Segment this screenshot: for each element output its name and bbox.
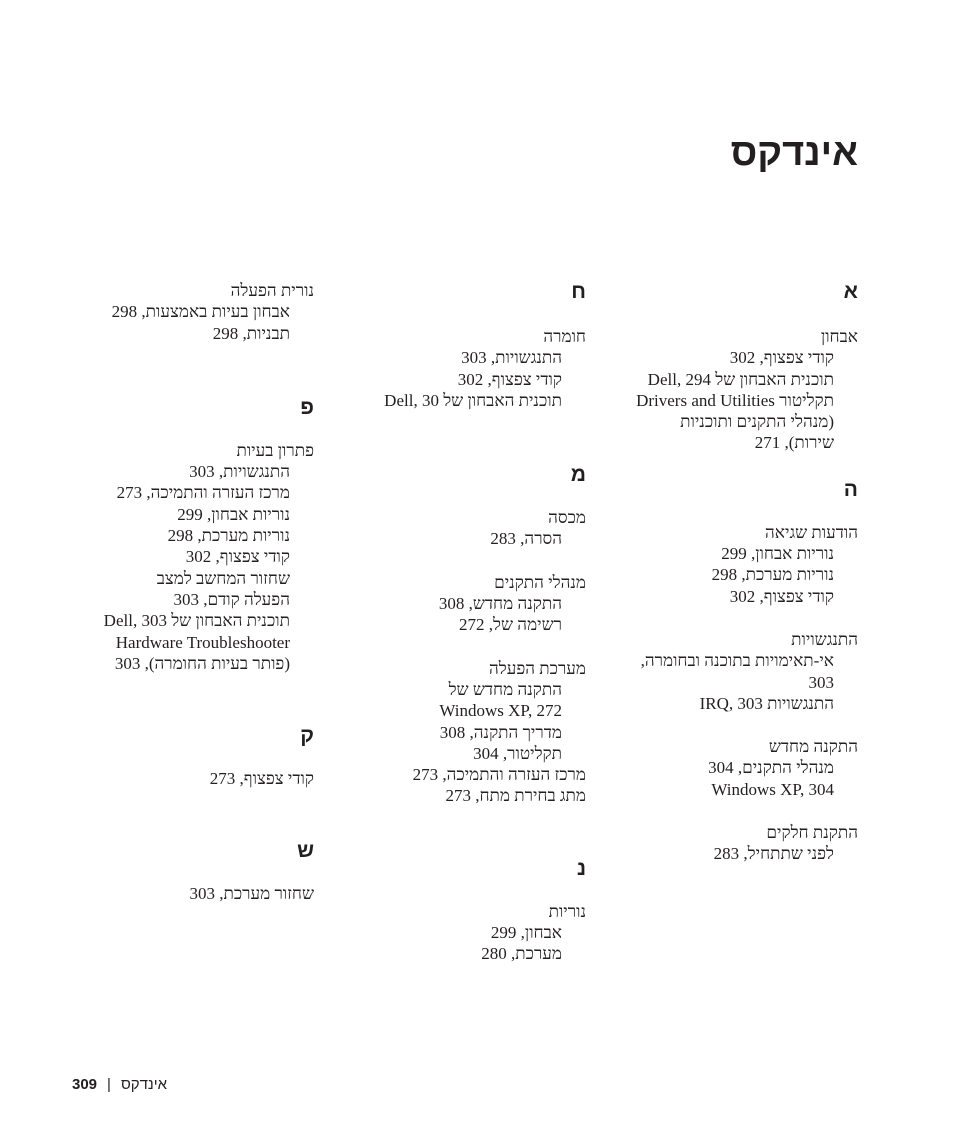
index-term: התקנה מחדש [768,737,858,757]
index-subentry: קודי צפצוף, 302 [729,586,834,606]
index-term: קודי צפצוף, 273 [209,769,314,789]
index-section-letter: נ [576,856,586,880]
index-term: שחזור מערכת, 303 [189,884,314,904]
index-section-letter: א [843,280,858,303]
index-subentry: אבחון בעיות באמצעות, 298 [111,302,290,322]
footer-separator: | [107,1076,111,1093]
index-subentry: אבחון, 299 [490,923,562,943]
index-subentry: נוריות מערכת, 298 [711,565,834,585]
index-subentry: Hardware Troubleshooter [115,632,290,652]
index-term: נורית הפעלה [230,281,314,300]
index-subentry: מרכז העזרה והתמיכה, 273 [116,483,290,503]
index-subentry: (פותר בעיות החומרה), 303 [114,653,290,673]
index-subentry: מערכת, 280 [481,944,562,964]
index-subentry: קודי צפצוף, 302 [457,369,562,389]
spacer [588,304,858,326]
index-term: הודעות שגיאה [765,522,858,542]
index-term: אבחון [820,327,858,346]
index-subentry: תוכנית האבחון של Dell, 294 [647,369,834,389]
spacer [346,411,586,463]
index-subentry: Windows XP, 272 [439,701,562,721]
index-subentry: (מנהלי התקנים ותוכניות [680,412,834,432]
index-term: התנגשויות [791,629,858,649]
footer-label: אינדקס [120,1076,168,1093]
index-subentry: מדריך התקנה, 308 [439,722,562,742]
index-subentry: מנהלי התקנים, 304 [708,758,834,778]
index-section-letter: ק [300,724,314,748]
index-subentry: התנגשויות, 303 [189,462,290,482]
index-column [54,280,314,905]
spacer [588,502,858,522]
spacer [346,487,586,507]
spacer [54,863,314,883]
spacer [54,674,314,724]
index-subentry: 303 [808,672,834,692]
index-term: חומרה [543,327,586,346]
index-subentry: נוריות אבחון, 299 [177,504,290,524]
index-subentry: קודי צפצוף, 302 [729,348,834,368]
page-number: 309 [72,1076,98,1093]
index-subentry: קודי צפצוף, 302 [185,547,290,567]
index-subentry: התנגשויות, 303 [461,348,562,368]
page-footer [72,1076,167,1093]
page-title: אינדקס [730,132,858,174]
index-column [588,280,858,865]
index-subentry: התנגשויות IRQ, 303 [699,693,834,713]
index-subentry: התקנה מחדש, 308 [438,594,562,614]
index-subentry: תקליטור Drivers and Utilities [636,390,834,410]
index-term: נוריות [548,901,586,921]
index-subentry: תקליטור, 304 [473,743,562,763]
spacer [54,748,314,768]
index-section-letter: ה [843,477,858,501]
spacer [588,714,858,736]
index-subentry: תבניות, 298 [212,323,290,343]
index-term: מערכת הפעלה [488,658,586,678]
index-subentry: הסרה, 283 [490,529,562,549]
index-subentry: שחזור המחשב למצב [156,568,290,588]
spacer [346,304,586,326]
index-subentry: נוריות מערכת, 298 [167,526,290,546]
spacer [346,881,586,901]
index-subentry: הפעלה קודם, 303 [173,589,290,609]
index-section-letter: פ [300,395,314,419]
index-term: מתג בחירת מתח, 273 [445,786,586,806]
index-subentry: התקנה מחדש של [448,679,562,699]
spacer [54,789,314,839]
index-subentry: נוריות אבחון, 299 [721,544,834,564]
index-subentry: לפני שתתחיל, 283 [713,844,834,864]
index-subentry: אי-תאימויות בתוכנה ובחומרה, [640,651,834,671]
spacer [346,636,586,658]
index-section-letter: ח [571,280,586,303]
spacer [588,607,858,629]
index-term: התקנת חלקים [766,823,858,843]
spacer [54,344,314,396]
index-term: מכסה [548,508,586,528]
index-column [346,280,586,965]
spacer [588,454,858,478]
index-term: פתרון בעיות [236,440,314,460]
spacer [54,420,314,440]
index-term: מנהלי התקנים [494,572,586,592]
index-section-letter: מ [570,463,586,487]
index-term: מרכז העזרה והתמיכה, 273 [412,765,586,785]
spacer [588,800,858,822]
index-subentry: תוכנית האבחון של Dell, 30 [384,390,562,410]
index-subentry: תוכנית האבחון של Dell, 303 [103,611,290,631]
index-subentry: שירות), 271 [754,433,834,453]
index-subentry: רשימה של, 272 [459,615,562,635]
index-section-letter: ש [297,839,314,863]
spacer [346,550,586,572]
spacer [346,807,586,857]
index-subentry: Windows XP, 304 [711,779,834,799]
